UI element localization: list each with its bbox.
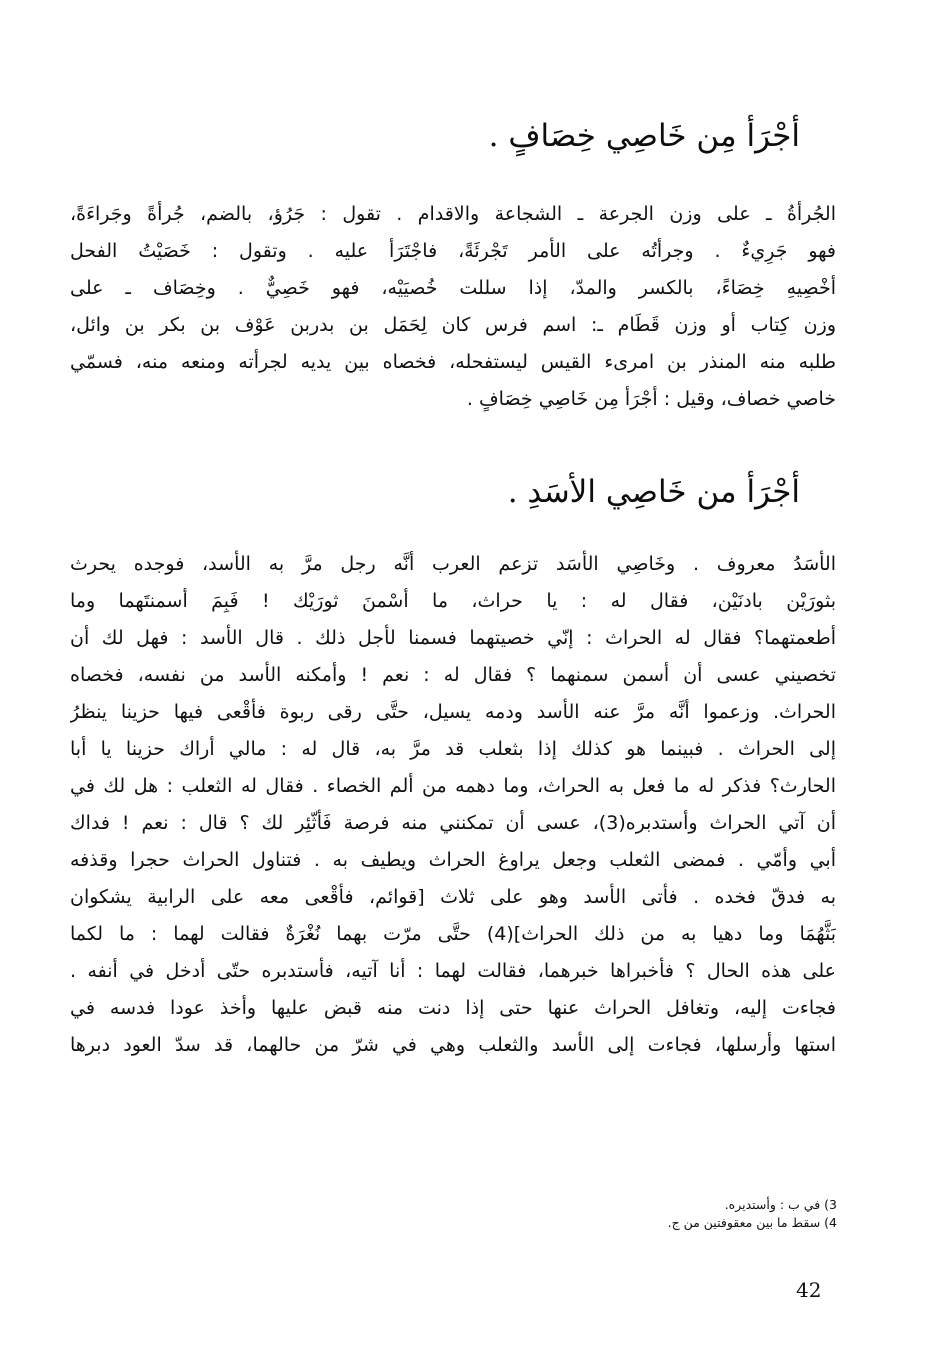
text-line: على هذه الحال ؟ فأخبراها خبرهما، فقالت لهما : أنا آتيه، فأستدبره حتّى أدخل في أنفه . (70, 960, 836, 982)
footnote-4: 4) سقط ما بين معقوفتين من ج. (667, 1215, 837, 1230)
text-line: أبي وأمّي . فمضى الثعلب وجعل يراوغ الحراث ويطيف به . فتناول الحراث حجرا وقذفه (70, 849, 836, 871)
proverb-heading-1: أجْرَأ مِن خَاصِي خِصَافٍ . (488, 118, 800, 154)
text-line: الجُرأةُ ـ على وزن الجرعة ـ الشجاعة والاقدام . تقول : جَرُؤ، بالضم، جُرأةً وجَراءَةً، (70, 203, 836, 225)
text-line: فجاءت إليه، وتغافل الحراث عنها حتى إذا دنت منه قبض عليها وأخذ عودا فدسه في (70, 997, 836, 1019)
footnote-3: 3) في ب : وأستديره. (724, 1197, 837, 1212)
text-line: الحراث. وزعموا أنَّه مرَّ عنه الأسد ودمه يسيل، حتَّى رقى ربوة فأقْعى فيها حزينا ينظرُ (70, 701, 836, 723)
proverb-2-body (70, 546, 836, 1064)
text-line: بَثَّهُمَا وما دهيا به من ذلك الحراث](4) حتَّى مرّت بهما نُغْرَةٌ فقالت لهما : ما لكما (70, 923, 836, 945)
text-line: خاصي خصاف، وقيل : أجْرَأ مِن خَاصِي خِصَافٍ . (466, 388, 836, 410)
text-line: وزن كِتاب أو وزن قَطَام ـ: اسم فرس كان لِحَمَل بن بدربن عَوْف بن بكر بن وائل، (70, 314, 836, 336)
proverb-1-body (70, 196, 836, 418)
text-line: إلى الحراث . فبينما هو كذلك إذا بثعلب قد مرَّ به، قال له : مالي أراك حزينا يا أبا (70, 738, 836, 760)
text-line: تخصيني عسى أن أسمن سمنهما ؟ فقال له : نعم ! وأمكنه الأسد من نفسه، فخصاه (70, 664, 836, 686)
text-line: الأسَدُ معروف . وخَاصِي الأسَد تزعم العرب أنَّه رجل مرَّ به الأسد، فوجده يحرث (70, 553, 836, 575)
text-line: أن آتي الحراث وأستدبره(3)، عسى أن تمكنني منه فرصة فَأثّئِر لك ؟ قال : نعم ! فداك (70, 812, 836, 834)
text-line: بثورَيْن بادنَيْن، فقال له : يا حراث، ما أسْمنَ ثورَيْك ! فَبِمَ أسمنتَهما وما (70, 590, 836, 612)
text-line: أطعمتهما؟ فقال له الحراث : إنّي خصيتهما فسمنا لأجل ذلك . قال الأسد : فهل لك أن (70, 627, 836, 649)
text-line: استها وأرسلها، فجاءت إلى الأسد والثعلب وهي في شرّ من حالهما، قد سدّ العود دبرها (70, 1034, 836, 1056)
text-line: الحارث؟ فذكر له ما فعل به الحراث، وما دهمه من ألم الخصاء . فقال له الثعلب : هل لك في (70, 775, 836, 797)
text-line: طلبه منه المنذر بن امرىء القيس ليستفحله، فخصاه بين يديه لجرأته ومنعه منه، فسمّي (70, 351, 836, 373)
footnotes (668, 1196, 837, 1232)
text-line: به فدقّ فخده . فأتى الأسد وهو على ثلاث [قوائم، فأقْعى معه على الرابية يشكوان (70, 886, 836, 908)
page-number: 42 (796, 1278, 822, 1302)
text-line: أخْصِيهِ خِصَاءً، بالكسر والمدّ، إذا سللت خُصيَيْه، فهو خَصِيٌّ . وخِصَاف ـ على (70, 277, 836, 299)
text-line: فهو جَرِيءٌ . وجرأتُه على الأمر تَجْرئَةً، فاجْتَرَأ عليه . وتقول : خَصَيْتُ الفحل (70, 240, 836, 262)
proverb-heading-2: أجْرَأ من خَاصِي الأسَدِ . (507, 474, 800, 510)
